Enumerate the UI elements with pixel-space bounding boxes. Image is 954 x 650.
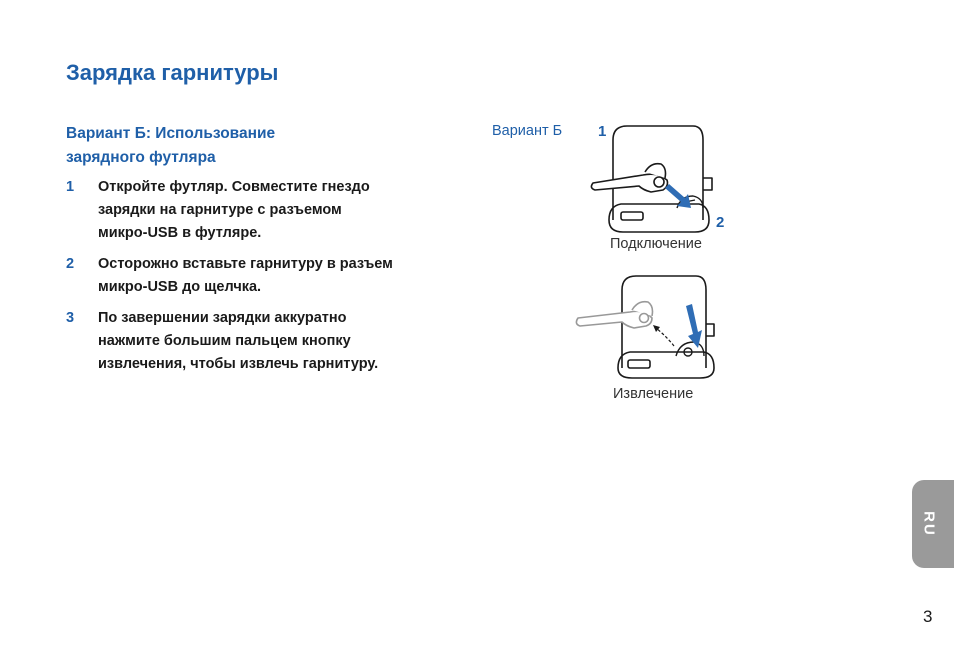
step-text-line: микро-USB до щелчка. bbox=[98, 279, 262, 295]
step-text-line: извлечения, чтобы извлечь гарнитуру. bbox=[98, 356, 379, 372]
step-item bbox=[66, 307, 466, 376]
language-tab-label: RU bbox=[920, 511, 938, 537]
connect-illustration bbox=[585, 120, 720, 235]
headset bbox=[591, 164, 667, 192]
step-text-line: зарядки на гарнитуре с разъемом bbox=[98, 202, 342, 218]
step-number: 1 bbox=[66, 179, 75, 195]
remove-illustration bbox=[574, 272, 719, 382]
step-number: 3 bbox=[66, 310, 75, 326]
step-text-line: По завершении зарядки аккуратно bbox=[98, 310, 347, 326]
press-arrow bbox=[686, 304, 702, 348]
step-text-line: Откройте футляр. Совместите гнездо bbox=[98, 179, 370, 195]
section-subtitle bbox=[66, 122, 386, 170]
step-item bbox=[66, 176, 466, 245]
step-item bbox=[66, 253, 466, 299]
figure-variant-label: Вариант Б bbox=[492, 123, 563, 139]
caption-remove: Извлечение bbox=[613, 386, 694, 402]
caption-connect: Подключение bbox=[610, 236, 702, 252]
page-number: 3 bbox=[923, 607, 933, 626]
step-text-line: микро-USB в футляре. bbox=[98, 225, 262, 241]
page-title: Зарядка гарнитуры bbox=[66, 60, 279, 85]
step-text-line: нажмите большим пальцем кнопку bbox=[98, 333, 351, 349]
step-number: 2 bbox=[66, 256, 75, 272]
language-tab bbox=[912, 480, 954, 568]
subtitle-line: зарядного футляра bbox=[66, 149, 216, 166]
headset-removed bbox=[576, 302, 652, 328]
figure-callout-1: 1 bbox=[598, 123, 607, 140]
lift-arrow bbox=[656, 328, 674, 346]
steps-list bbox=[66, 176, 466, 376]
subtitle-line: Вариант Б: Использование bbox=[66, 125, 276, 142]
step-text-line: Осторожно вставьте гарнитуру в разъем bbox=[98, 256, 393, 272]
cradle bbox=[676, 342, 704, 356]
figure-callout-2: 2 bbox=[716, 214, 725, 231]
